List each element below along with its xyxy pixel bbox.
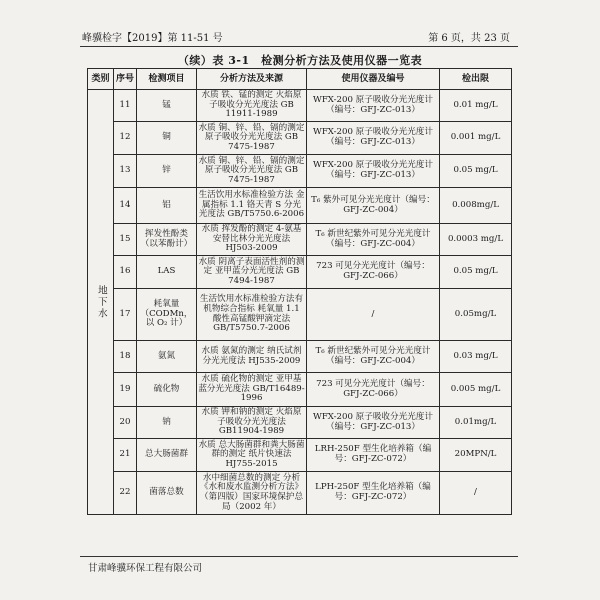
- row-number-cell: 16: [114, 256, 137, 289]
- test-item-cell: 总大肠菌群: [137, 439, 197, 472]
- test-item-cell: 锌: [137, 155, 197, 188]
- method-cell: 水质 总大肠菌群和粪大肠菌群的测定 纸片快速法 HJ755-2015: [197, 439, 307, 472]
- table-row: [88, 122, 512, 155]
- row-number-cell: 19: [114, 373, 137, 407]
- detection-limit-cell: 0.01 mg/L: [440, 90, 512, 122]
- instrument-cell: WFX-200 原子吸收分光光度计（编号：GFJ-ZC-013）: [307, 155, 440, 188]
- header-divider: [80, 46, 518, 47]
- row-number-cell: 18: [114, 341, 137, 373]
- column-header-category: 类别: [88, 69, 114, 90]
- method-cell: 生活饮用水标准检验方法有机物综合指标 耗氧量 1.1 酸性高锰酸钾滴定法 GB/T5750.7-2006: [197, 289, 307, 341]
- method-cell: 水质 阴离子表面活性剂的测定 亚甲蓝分光光度法 GB 7494-1987: [197, 256, 307, 289]
- method-cell: 水中细菌总数的测定 分析《水和废水监测分析方法》（第四版）国家环境保护总局（2002 年）: [197, 472, 307, 515]
- detection-limit-cell: 0.0003 mg/L: [440, 224, 512, 256]
- company-name: 甘肃峰骥环保工程有限公司: [88, 563, 203, 574]
- column-header-instrument: 使用仪器及编号: [307, 69, 440, 90]
- instrument-cell: 723 可见分光光度计（编号：GFJ-ZC-066）: [307, 256, 440, 289]
- table-row: [88, 256, 512, 289]
- method-cell: 水质 氨氮的测定 纳氏试剂分光光度法 HJ535-2009: [197, 341, 307, 373]
- method-cell: 生活饮用水标准检验方法 金属指标 1.1 铬天青 S 分光光度法 GB/T5750.6-2006: [197, 188, 307, 224]
- instrument-cell: T₆ 新世纪紫外可见分光光度计（编号：GFJ-ZC-004）: [307, 224, 440, 256]
- instrument-cell: WFX-200 原子吸收分光光度计（编号：GFJ-ZC-013）: [307, 407, 440, 439]
- row-number-cell: 22: [114, 472, 137, 515]
- row-number-cell: 13: [114, 155, 137, 188]
- test-item-cell: 耗氧量（CODMn，以 O₂ 计）: [137, 289, 197, 341]
- table-row: [88, 439, 512, 472]
- report-number: 峰骥检字【2019】第 11-51 号: [82, 33, 223, 44]
- table-row: [88, 472, 512, 515]
- table-row: [88, 155, 512, 188]
- column-header-method: 分析方法及来源: [197, 69, 307, 90]
- row-number-cell: 21: [114, 439, 137, 472]
- instrument-cell: T₆ 紫外可见分光光度计（编号：GFJ-ZC-004）: [307, 188, 440, 224]
- detection-limit-cell: /: [440, 472, 512, 515]
- detection-limit-cell: 0.001 mg/L: [440, 122, 512, 155]
- row-number-cell: 17: [114, 289, 137, 341]
- instrument-cell: T₆ 新世纪紫外可见分光光度计（编号：GFJ-ZC-004）: [307, 341, 440, 373]
- footer-divider: [80, 556, 518, 557]
- column-header-item: 检测项目: [137, 69, 197, 90]
- method-cell: 水质 铜、锌、铅、镉的测定 原子吸收分光光度法 GB 7475-1987: [197, 155, 307, 188]
- detection-limit-cell: 0.01mg/L: [440, 407, 512, 439]
- methods-table: [87, 68, 512, 515]
- table-row: [88, 341, 512, 373]
- row-number-cell: 15: [114, 224, 137, 256]
- table-row: [88, 90, 512, 122]
- test-item-cell: 铝: [137, 188, 197, 224]
- test-item-cell: 菌落总数: [137, 472, 197, 515]
- table-row: [88, 224, 512, 256]
- test-item-cell: 挥发性酚类（以苯酚计）: [137, 224, 197, 256]
- table-row: [88, 373, 512, 407]
- method-cell: 水质 铁、锰的测定 火焰原子吸收分光光度法 GB 11911-1989: [197, 90, 307, 122]
- test-item-cell: 硫化物: [137, 373, 197, 407]
- row-number-cell: 12: [114, 122, 137, 155]
- instrument-cell: WFX-200 原子吸收分光光度计（编号：GFJ-ZC-013）: [307, 122, 440, 155]
- method-cell: 水质 挥发酚的测定 4-氨基安替比林分光光度法 HJ503-2009: [197, 224, 307, 256]
- table-header-row: [88, 69, 512, 90]
- test-item-cell: LAS: [137, 256, 197, 289]
- test-item-cell: 锰: [137, 90, 197, 122]
- table-row: [88, 407, 512, 439]
- test-item-cell: 铜: [137, 122, 197, 155]
- detection-limit-cell: 0.03 mg/L: [440, 341, 512, 373]
- instrument-cell: LRH-250F 型生化培养箱（编号：GFJ-ZC-072）: [307, 439, 440, 472]
- category-cell: 地下水: [88, 90, 114, 515]
- test-item-cell: 钠: [137, 407, 197, 439]
- test-item-cell: 氨氮: [137, 341, 197, 373]
- table-title: （续）表 3-1 检测分析方法及使用仪器一览表: [177, 54, 423, 67]
- detection-limit-cell: 0.005 mg/L: [440, 373, 512, 407]
- method-cell: 水质 铜、锌、铅、镉的测定 原子吸收分光光度法 GB 7475-1987: [197, 122, 307, 155]
- detection-limit-cell: 0.008mg/L: [440, 188, 512, 224]
- method-cell: 水质 硫化物的测定 亚甲基蓝分光光度法 GB/T16489-1996: [197, 373, 307, 407]
- detection-limit-cell: 0.05 mg/L: [440, 155, 512, 188]
- instrument-cell: LPH-250F 型生化培养箱（编号：GFJ-ZC-072）: [307, 472, 440, 515]
- page-number: 第 6 页，共 23 页: [428, 33, 510, 44]
- row-number-cell: 11: [114, 90, 137, 122]
- row-number-cell: 14: [114, 188, 137, 224]
- column-header-no: 序号: [114, 69, 137, 90]
- column-header-limit: 检出限: [440, 69, 512, 90]
- instrument-cell: 723 可见分光光度计（编号：GFJ-ZC-066）: [307, 373, 440, 407]
- instrument-cell: /: [307, 289, 440, 341]
- row-number-cell: 20: [114, 407, 137, 439]
- detection-limit-cell: 0.05mg/L: [440, 289, 512, 341]
- method-cell: 水质 钾和钠的测定 火焰原子吸收分光光度法 GB11904-1989: [197, 407, 307, 439]
- table-row: [88, 289, 512, 341]
- detection-limit-cell: 20MPN/L: [440, 439, 512, 472]
- detection-limit-cell: 0.05 mg/L: [440, 256, 512, 289]
- table-row: [88, 188, 512, 224]
- instrument-cell: WFX-200 原子吸收分光光度计（编号：GFJ-ZC-013）: [307, 90, 440, 122]
